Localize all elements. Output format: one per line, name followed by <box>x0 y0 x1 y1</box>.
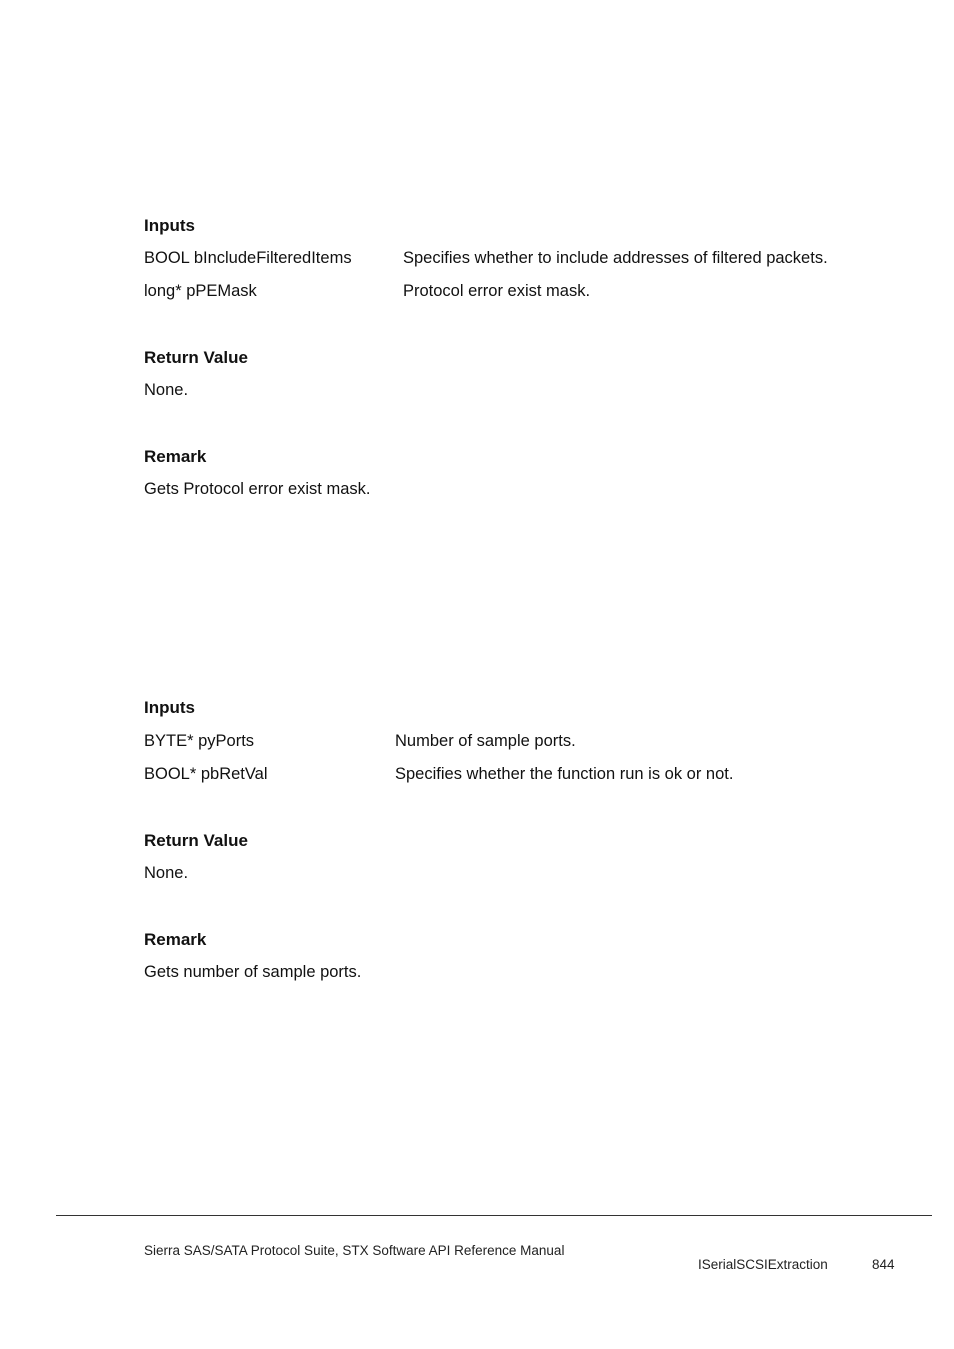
inputs-heading: Inputs <box>144 698 195 717</box>
return-value-text: None. <box>144 381 189 399</box>
footer-manual-title: Sierra SAS/SATA Protocol Suite, STX Software API Reference Manual <box>144 1243 565 1258</box>
param-name: BOOL* pbRetVal <box>144 765 268 783</box>
param-description: Protocol error exist mask. <box>403 282 591 300</box>
param-description: Specifies whether to include addresses of filtered packets. <box>403 249 828 267</box>
footer-divider <box>56 1215 932 1216</box>
return-value-heading: Return Value <box>144 831 248 850</box>
remark-heading: Remark <box>144 930 207 949</box>
inputs-heading: Inputs <box>144 216 195 235</box>
return-value-heading: Return Value <box>144 348 248 367</box>
remark-heading: Remark <box>144 447 207 466</box>
param-description: Specifies whether the function run is ok or not. <box>395 765 734 783</box>
param-name: BYTE* pyPorts <box>144 732 255 750</box>
param-name: BOOL bIncludeFilteredItems <box>144 249 352 267</box>
footer-interface-name: ISerialSCSIExtraction <box>698 1257 828 1272</box>
remark-text: Gets Protocol error exist mask. <box>144 480 371 498</box>
return-value-text: None. <box>144 864 189 882</box>
param-description: Number of sample ports. <box>395 732 576 750</box>
remark-text: Gets number of sample ports. <box>144 963 362 981</box>
page-number: 844 <box>872 1257 895 1272</box>
param-name: long* pPEMask <box>144 282 257 300</box>
